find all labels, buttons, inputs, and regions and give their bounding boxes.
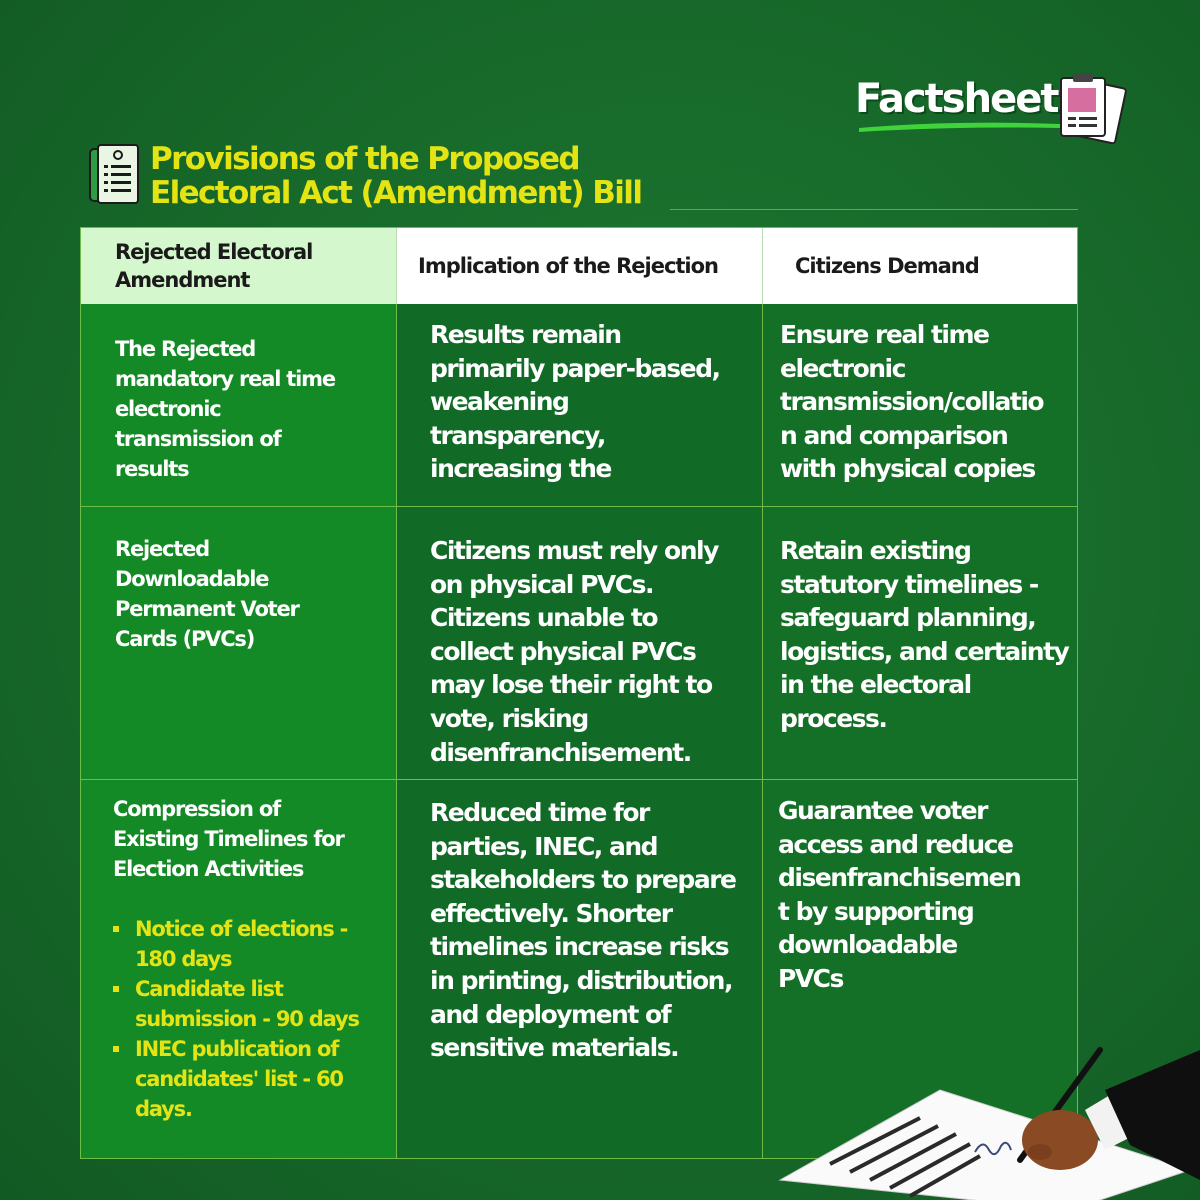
page-title <box>150 142 710 210</box>
header-1-line: Rejected Electoral <box>115 240 313 264</box>
text-line: Existing Timelines for <box>113 827 344 851</box>
document-list-icon <box>86 143 142 207</box>
text-line: results <box>115 457 189 481</box>
text-line: Election Activities <box>113 857 304 881</box>
row-2-demand <box>780 534 1077 736</box>
logo-text: Factsheet <box>855 76 1058 122</box>
text-line: Permanent Voter <box>115 597 299 621</box>
row-3-amendment <box>113 794 393 1124</box>
text-line: transparency, <box>430 420 605 450</box>
title-divider <box>670 209 1078 210</box>
text-line: statutory timelines - <box>780 569 1038 599</box>
text-line: sensitive materials. <box>430 1033 679 1063</box>
header-1-line: Amendment <box>115 268 250 292</box>
bullet-item <box>113 914 393 974</box>
text-line: electronic <box>780 353 905 383</box>
text-line: t by supporting <box>778 896 974 926</box>
text-line: increasing the <box>430 454 611 484</box>
text-line: logistics, and certainty <box>780 636 1069 666</box>
row-divider <box>81 506 1077 507</box>
row-1-implication <box>430 318 760 486</box>
text-line: Compression of <box>113 797 281 821</box>
text-line: in the electoral <box>780 670 971 700</box>
text-line: Retain existing <box>780 536 971 565</box>
hand-signing-document-illustration <box>770 1040 1200 1200</box>
text-line: INEC publication of <box>135 1037 339 1061</box>
bullet-item <box>113 974 393 1034</box>
text-line: Notice of elections - <box>135 917 348 941</box>
row-3-implication <box>430 796 760 1065</box>
text-line: Guarantee voter <box>778 796 987 825</box>
title-line-1: Provisions of the Proposed <box>150 141 579 177</box>
text-line: PVCs <box>778 963 843 993</box>
text-line: in printing, distribution, <box>430 965 732 995</box>
text-line: n and comparison <box>780 420 1008 450</box>
text-line: Cards (PVCs) <box>115 627 255 651</box>
text-line: access and reduce <box>778 829 1013 859</box>
text-line: parties, INEC, and <box>430 831 658 861</box>
text-line: weakening <box>430 387 569 417</box>
logo-underline-swoosh <box>855 118 1065 134</box>
text-line: Rejected <box>115 537 210 561</box>
factsheet-logo <box>855 70 1135 150</box>
text-line: on physical PVCs. <box>430 569 653 599</box>
text-line: with physical copies <box>780 454 1035 484</box>
text-line: The Rejected <box>115 337 256 361</box>
text-line: safeguard planning, <box>780 603 1036 633</box>
text-line: process. <box>780 703 887 733</box>
clipboard-checklist-icon <box>1055 70 1127 146</box>
text-line: Reduced time for <box>430 798 649 827</box>
text-line: mandatory real time <box>115 367 335 391</box>
provisions-table <box>80 227 1078 1159</box>
row-2-amendment <box>115 534 385 654</box>
header-implication: Implication of the Rejection <box>396 228 762 304</box>
bullet-item <box>113 1034 393 1124</box>
header-citizens-demand: Citizens Demand <box>762 228 1077 304</box>
row-3-demand <box>778 794 1075 996</box>
text-line: candidates' list - 60 <box>135 1067 343 1091</box>
text-line: submission - 90 days <box>135 1007 359 1031</box>
text-line: disenfranchisemen <box>778 863 1021 893</box>
text-line: electronic <box>115 397 221 421</box>
text-line: primarily paper-based, <box>430 353 720 383</box>
text-line: may lose their right to <box>430 670 712 700</box>
column-divider <box>396 304 397 1158</box>
text-line: Candidate list <box>135 977 283 1001</box>
timeline-bullet-list <box>113 914 393 1124</box>
text-line: effectively. Shorter <box>430 898 672 928</box>
row-1-amendment <box>115 334 385 484</box>
text-line: collect physical PVCs <box>430 636 696 666</box>
text-line: Ensure real time <box>780 320 989 349</box>
text-line: transmission of <box>115 427 281 451</box>
text-line: stakeholders to prepare <box>430 865 736 895</box>
text-line: Citizens must rely only <box>430 536 718 565</box>
text-line: 180 days <box>135 947 232 971</box>
text-line: transmission/collatio <box>780 387 1044 417</box>
text-line: vote, risking <box>430 703 588 733</box>
column-divider <box>762 304 763 1158</box>
text-line: Results remain <box>430 320 621 349</box>
row-1-demand <box>780 318 1077 486</box>
text-line: and deployment of <box>430 999 671 1029</box>
title-line-2: Electoral Act (Amendment) Bill <box>150 175 642 211</box>
text-line: days. <box>135 1097 192 1121</box>
header-rejected-amendment <box>81 228 396 304</box>
text-line: disenfranchisement. <box>430 737 691 767</box>
text-line: downloadable <box>778 930 957 960</box>
text-line: timelines increase risks <box>430 932 729 962</box>
row-2-implication <box>430 534 760 769</box>
text-line: Downloadable <box>115 567 269 591</box>
row-divider <box>81 779 1077 780</box>
text-line: Citizens unable to <box>430 603 658 633</box>
